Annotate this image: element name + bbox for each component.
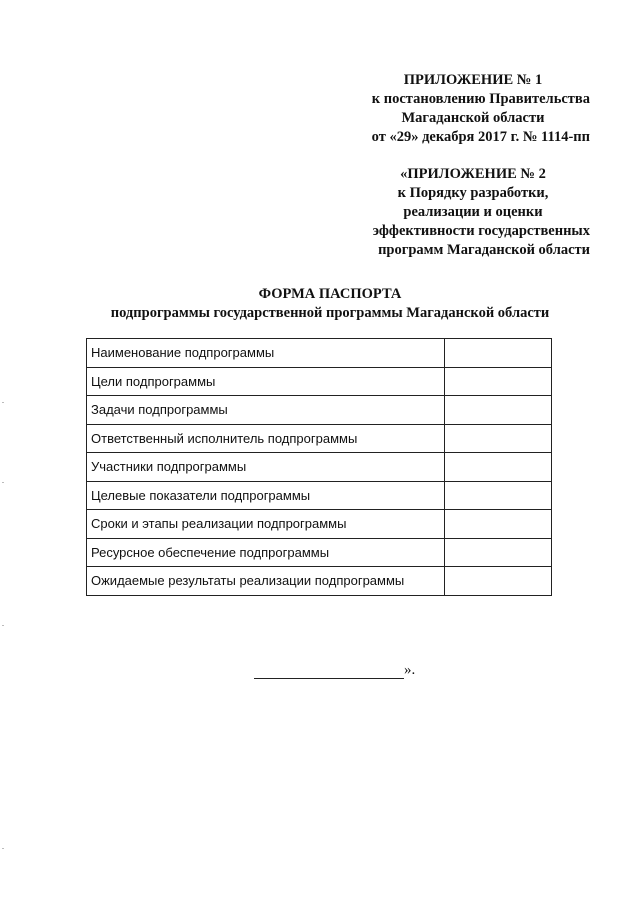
row-label: Наименование подпрограммы: [87, 339, 445, 368]
table-row: [87, 339, 552, 368]
appendix-1-line-3: от «29» декабря 2017 г. № 1114-пп: [371, 129, 590, 145]
appendix-header: [330, 71, 590, 260]
appendix-2-line-3: эффективности государственных: [372, 223, 590, 239]
row-value-cell: [445, 510, 552, 539]
spacer: [330, 147, 590, 165]
row-value-cell: [445, 538, 552, 567]
row-value-cell: [445, 424, 552, 453]
scan-speck: [2, 848, 4, 849]
scan-speck: [2, 402, 4, 403]
row-label: Задачи подпрограммы: [87, 396, 445, 425]
table-row: [87, 424, 552, 453]
row-value-cell: [445, 567, 552, 596]
row-value-cell: [445, 453, 552, 482]
appendix-1-line-2: Магаданской области: [401, 110, 545, 126]
row-value-cell: [445, 481, 552, 510]
row-label: Сроки и этапы реализации подпрограммы: [87, 510, 445, 539]
table-row: [87, 567, 552, 596]
row-label: Цели подпрограммы: [87, 367, 445, 396]
table-row: [87, 396, 552, 425]
table-row: [87, 453, 552, 482]
appendix-2-line-1: к Порядку разработки,: [397, 185, 549, 201]
blank-underline: [254, 662, 404, 679]
row-label: Ресурсное обеспечение подпрограммы: [87, 538, 445, 567]
row-value-cell: [445, 339, 552, 368]
appendix-2-line-4: программ Магаданской области: [378, 242, 590, 258]
closing-line: [254, 662, 415, 679]
row-value-cell: [445, 396, 552, 425]
table-row: [87, 510, 552, 539]
row-label: Целевые показатели подпрограммы: [87, 481, 445, 510]
row-label: Ответственный исполнитель подпрограммы: [87, 424, 445, 453]
row-value-cell: [445, 367, 552, 396]
row-label: Ожидаемые результаты реализации подпрограммы: [87, 567, 445, 596]
form-subtitle: подпрограммы государственной программы Магаданской области: [110, 305, 550, 321]
appendix-1-title: ПРИЛОЖЕНИЕ № 1: [403, 72, 543, 88]
passport-table: [86, 338, 552, 596]
appendix-1-line-1: к постановлению Правительства: [371, 91, 590, 107]
table-row: [87, 538, 552, 567]
table-row: [87, 367, 552, 396]
scan-speck: [2, 482, 4, 483]
form-title-block: [80, 285, 580, 323]
form-title: ФОРМА ПАСПОРТА: [258, 286, 402, 302]
closing-quote: ».: [404, 662, 416, 678]
appendix-2-title: «ПРИЛОЖЕНИЕ № 2: [400, 166, 546, 182]
appendix-2-line-2: реализации и оценки: [403, 204, 543, 220]
table-row: [87, 481, 552, 510]
scan-speck: [2, 625, 4, 626]
row-label: Участники подпрограммы: [87, 453, 445, 482]
